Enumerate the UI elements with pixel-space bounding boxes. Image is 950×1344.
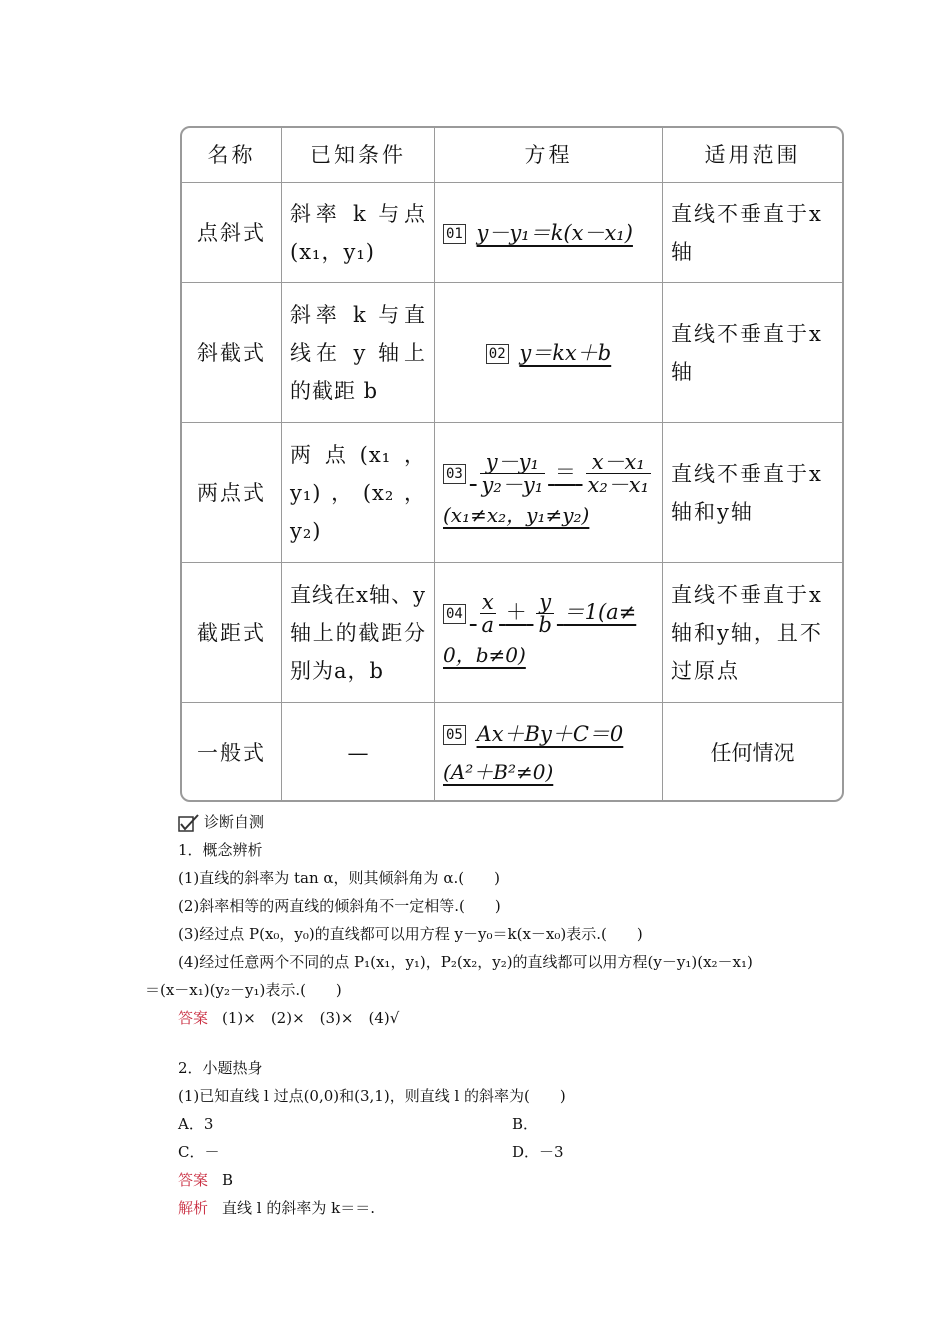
fraction-x-over-a xyxy=(480,591,497,636)
q1-item-3: (3)经过点 P(x₀，y₀)的直线都可以用方程 y－y₀＝k(x－x₀)表示.( ) xyxy=(178,925,643,943)
fraction-left xyxy=(480,451,546,496)
equation-text: y＝kx＋b xyxy=(519,340,612,365)
fraction-denominator: a xyxy=(481,613,495,637)
options-row-1 xyxy=(145,1110,825,1138)
row-equation xyxy=(435,283,663,423)
blank-number: 05 xyxy=(443,725,466,745)
table-row xyxy=(182,283,842,423)
row-name: 一般式 xyxy=(182,703,282,803)
table-header-row xyxy=(182,128,842,183)
q1-answer xyxy=(145,1004,825,1032)
row-equation xyxy=(435,563,663,703)
q1-heading: 1．概念辨析 xyxy=(178,841,263,859)
fraction-denominator: x₂－x₁ xyxy=(587,473,650,497)
row-range: 直线不垂直于x轴和y轴 xyxy=(663,423,843,563)
row-name: 截距式 xyxy=(182,563,282,703)
equation-line xyxy=(443,715,654,753)
q1-item-4: (4)经过任意两个不同的点 P₁(x₁，y₁)，P₂(x₂，y₂)的直线都可以用方程(y－y₁)(x₂－x₁) xyxy=(178,953,753,971)
option-a: A．3 xyxy=(178,1115,214,1133)
row-name: 两点式 xyxy=(182,423,282,563)
header-equation: 方程 xyxy=(435,128,663,183)
fraction-denominator: b xyxy=(538,613,552,637)
answer-label: 答案 xyxy=(178,1009,209,1027)
row-range: 直线不垂直于x轴 xyxy=(663,283,843,423)
answer-value: B xyxy=(222,1171,234,1189)
row-equation xyxy=(435,703,663,803)
q2-question: (1)已知直线 l 过点(0,0)和(3,1)，则直线 l 的斜率为( ) xyxy=(178,1087,566,1105)
row-name: 斜截式 xyxy=(182,283,282,423)
header-name: 名称 xyxy=(182,128,282,183)
row-equation xyxy=(435,423,663,563)
fraction-y-over-b xyxy=(536,591,553,636)
option-b: B． xyxy=(512,1115,539,1133)
row-name: 点斜式 xyxy=(182,183,282,283)
option-d: D．－3 xyxy=(512,1143,564,1161)
checkbox-check-icon xyxy=(178,814,200,832)
section-title-text: 诊断自测 xyxy=(204,813,265,831)
row-range: 任何情况 xyxy=(663,703,843,803)
row-condition: 直线在x轴、y轴上的截距分别为a，b xyxy=(282,563,435,703)
self-test-section xyxy=(145,808,825,1222)
q1-item-1: (1)直线的斜率为 tan α，则其倾斜角为 α.( ) xyxy=(178,869,500,887)
spacer xyxy=(145,1032,825,1054)
row-condition: 斜率 k 与点 (x₁，y₁) xyxy=(282,183,435,283)
fraction-denominator: y₂－y₁ xyxy=(481,473,544,497)
equation-line xyxy=(443,591,654,636)
analysis-text: 直线 l 的斜率为 k＝＝. xyxy=(222,1199,375,1217)
equation-forms-table xyxy=(180,126,844,802)
analysis-label: 解析 xyxy=(178,1199,209,1217)
row-range: 直线不垂直于x轴和y轴，且不过原点 xyxy=(663,563,843,703)
fraction-numerator: y－y₁ xyxy=(480,451,546,474)
row-condition: — xyxy=(282,703,435,803)
fraction-numerator: y xyxy=(536,591,553,614)
header-range: 适用范围 xyxy=(663,128,843,183)
options-row-2 xyxy=(145,1138,825,1166)
fraction-right xyxy=(586,451,652,496)
blank-number: 01 xyxy=(443,224,466,244)
q2-heading: 2．小题热身 xyxy=(178,1059,263,1077)
equation-condition: (A²＋B²≠0) xyxy=(443,759,554,784)
q2-answer xyxy=(145,1166,825,1194)
answer-value: (1)× (2)× (3)× (4)√ xyxy=(222,1009,400,1027)
row-condition: 两点(x₁，y₁)，(x₂，y₂) xyxy=(282,423,435,563)
table-row xyxy=(182,703,842,803)
fraction-numerator: x xyxy=(480,591,497,614)
equation-condition: 0，b≠0) xyxy=(443,643,526,667)
plus-sign: ＋ xyxy=(505,600,527,624)
table-row xyxy=(182,423,842,563)
header-condition: 已知条件 xyxy=(282,128,435,183)
equation-text: Ax＋By＋C＝0 xyxy=(476,721,624,746)
blank-number: 04 xyxy=(443,604,466,624)
blank-number: 02 xyxy=(486,344,509,364)
table-row xyxy=(182,183,842,283)
equation-condition: (x₁≠x₂，y₁≠y₂) xyxy=(443,503,590,527)
q1-item-4-cont: ＝(x－x₁)(y₂－y₁)表示.( ) xyxy=(145,981,342,999)
row-condition: 斜率 k 与直线在 y 轴上的截距 b xyxy=(282,283,435,423)
section-title xyxy=(145,808,825,836)
row-equation xyxy=(435,183,663,283)
fraction-numerator: x－x₁ xyxy=(586,451,652,474)
table-row xyxy=(182,563,842,703)
option-c: C．－ xyxy=(178,1143,220,1161)
blank-number: 03 xyxy=(443,464,466,484)
equation-line xyxy=(443,451,654,496)
equals-sign: ＝ xyxy=(554,460,576,484)
q1-item-2: (2)斜率相等的两直线的倾斜角不一定相等.( ) xyxy=(178,897,501,915)
answer-label: 答案 xyxy=(178,1171,209,1189)
q2-analysis xyxy=(145,1194,825,1222)
equation-tail: ＝1(a≠ xyxy=(563,600,637,624)
equation-text: y－y₁＝k(x－x₁) xyxy=(476,220,633,245)
row-range: 直线不垂直于x轴 xyxy=(663,183,843,283)
